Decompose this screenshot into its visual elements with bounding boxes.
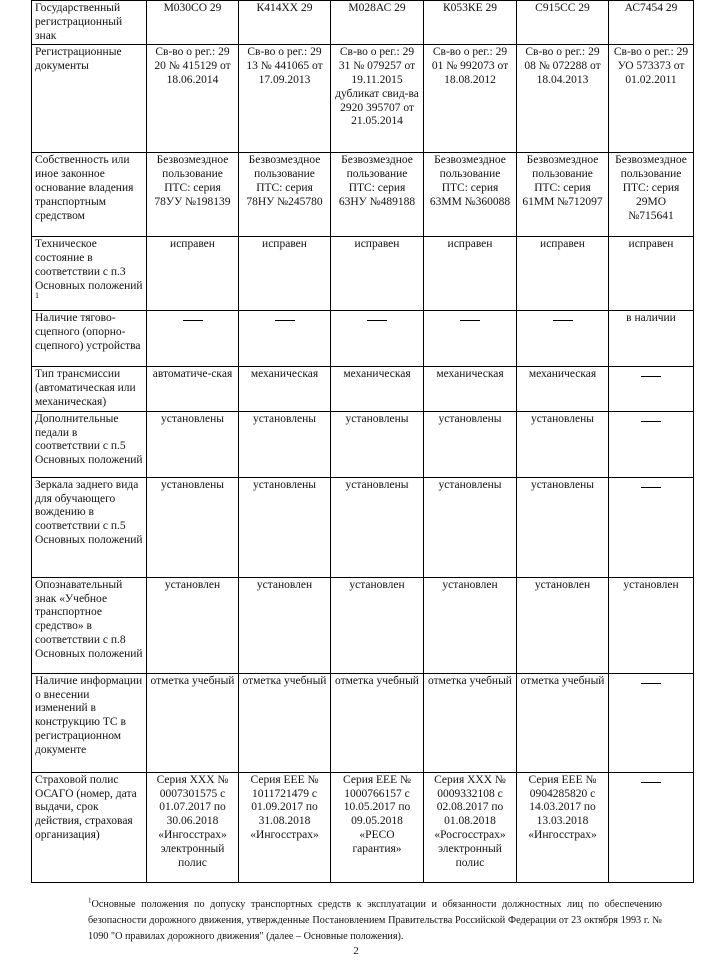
cell-changes: отметка учебный <box>331 673 424 772</box>
cell-transmission <box>609 367 694 411</box>
header-row <box>32 1 694 45</box>
cell-ownership: Безвозмездное пользование ПТС: серия 78УУ №198139 <box>147 153 239 237</box>
header-plate-1: М030СО 29 <box>147 1 239 45</box>
row-label-insurance: Страховой полис ОСАГО (номер, дата выдачи, срок действия, страховая организация) <box>32 772 147 882</box>
table-row <box>32 367 694 411</box>
cell-pedals: установлены <box>147 411 239 477</box>
row-label-pedals: Дополнительные педали в соответствии с п.5 Основных положений <box>32 411 147 477</box>
row-label-reg-docs: Регистрационные документы <box>32 45 147 153</box>
header-plate-4: К053КЕ 29 <box>424 1 517 45</box>
table-row <box>32 153 694 237</box>
header-label: Государственный регистрационный знак <box>32 1 147 45</box>
cell-tech-state: исправен <box>147 237 239 311</box>
table-row <box>32 477 694 577</box>
cell-transmission: механическая <box>424 367 517 411</box>
cell-changes: отметка учебный <box>147 673 239 772</box>
cell-tech-state: исправен <box>609 237 694 311</box>
table-row <box>32 411 694 477</box>
cell-insurance: Серия ЕЕЕ № 1000766157 с 10.05.2017 по 09.05.2018 «РЕСО гарантия» <box>331 772 424 882</box>
dash-mark <box>275 320 295 321</box>
dash-mark <box>641 782 661 783</box>
cell-insurance: Серия ХХХ № 0007301575 с 01.07.2017 по 30.06.2018 «Ингосстрах» электронный полис <box>147 772 239 882</box>
dash-mark <box>367 320 387 321</box>
header-plate-2: К414ХХ 29 <box>239 1 331 45</box>
header-plate-5: С915СС 29 <box>517 1 609 45</box>
dash-mark <box>183 320 203 321</box>
cell-reg-docs: Св-во о рег.: 29 13 № 441065 от 17.09.2013 <box>239 45 331 153</box>
cell-changes: отметка учебный <box>517 673 609 772</box>
table-row <box>32 311 694 367</box>
cell-pedals: установлены <box>517 411 609 477</box>
cell-ownership: Безвозмездное пользование ПТС: серия 78НУ №245780 <box>239 153 331 237</box>
cell-mirrors: установлены <box>331 477 424 577</box>
cell-reg-docs: Св-во о рег.: 29 УО 573373 от 01.02.2011 <box>609 45 694 153</box>
cell-mirrors <box>609 477 694 577</box>
cell-tech-state: исправен <box>239 237 331 311</box>
cell-sign: установлен <box>609 577 694 673</box>
footnote-mark: 1 <box>88 896 92 905</box>
cell-reg-docs: Св-во о рег.: 29 31 № 079257 от 19.11.2015 дубликат свид-ва 2920 395707 от 21.05.2014 <box>331 45 424 153</box>
cell-tech-state: исправен <box>517 237 609 311</box>
footnote-text: Основные положения по допуску транспортных средств к эксплуатации и обязанности должностных лиц по обеспечению безопасности дорожного движения, утвержденные Постановлением Правительства Российской Федерации от 23 октября 1993 г. № 1090 "О правилах дорожного движения" (далее – Основные положения). <box>88 899 662 942</box>
row-label-tech-state <box>32 237 147 311</box>
cell-sign: установлен <box>517 577 609 673</box>
row-label-transmission: Тип трансмиссии (автоматическая или механическая) <box>32 367 147 411</box>
cell-pedals: установлены <box>331 411 424 477</box>
cell-towing <box>517 311 609 367</box>
row-label-towing: Наличие тягово-сцепного (опорно-сцепного) устройства <box>32 311 147 367</box>
cell-reg-docs: Св-во о рег.: 29 08 № 072288 от 18.04.2013 <box>517 45 609 153</box>
cell-sign: установлен <box>424 577 517 673</box>
cell-insurance: Серия ХХХ № 0009332108 с 02.08.2017 по 01.08.2018 «Росгосстрах» электронный полис <box>424 772 517 882</box>
cell-sign: установлен <box>239 577 331 673</box>
table-row <box>32 577 694 673</box>
cell-ownership: Безвозмездное пользование ПТС: серия 61ММ №712097 <box>517 153 609 237</box>
vehicle-info-table <box>31 0 694 883</box>
table-row <box>32 237 694 311</box>
cell-insurance <box>609 772 694 882</box>
footnote <box>88 897 662 944</box>
page-number: 2 <box>353 945 359 957</box>
row-label-mirrors: Зеркала заднего вида для обучающего вождению в соответствии с п.5 Основных положений <box>32 477 147 577</box>
cell-changes <box>609 673 694 772</box>
cell-insurance: Серия ЕЕЕ № 0904285820 с 14.03.2017 по 13.03.2018 «Ингосстрах» <box>517 772 609 882</box>
cell-ownership: Безвозмездное пользование ПТС: серия 63ММ №360088 <box>424 153 517 237</box>
cell-pedals <box>609 411 694 477</box>
dash-mark <box>553 320 573 321</box>
cell-transmission: механическая <box>331 367 424 411</box>
row-label-ownership: Собственность или иное законное основание владения транспортным средством <box>32 153 147 237</box>
cell-ownership: Безвозмездное пользование ПТС: серия 63НУ №489188 <box>331 153 424 237</box>
cell-tech-state: исправен <box>331 237 424 311</box>
header-plate-6: АС7454 29 <box>609 1 694 45</box>
cell-pedals: установлены <box>239 411 331 477</box>
cell-changes: отметка учебный <box>424 673 517 772</box>
cell-towing <box>147 311 239 367</box>
cell-reg-docs: Св-во о рег.: 29 20 № 415129 от 18.06.2014 <box>147 45 239 153</box>
cell-towing <box>424 311 517 367</box>
cell-reg-docs: Св-во о рег.: 29 01 № 992073 от 18.08.2012 <box>424 45 517 153</box>
cell-transmission: механическая <box>239 367 331 411</box>
cell-insurance: Серия ЕЕЕ № 1011721479 с 01.09.2017 по 31.08.2018 «Ингосстрах» <box>239 772 331 882</box>
row-label-text: Техническое состояние в соответствии с п.3 Основных положений <box>35 238 143 292</box>
table-row <box>32 45 694 153</box>
row-label-changes: Наличие информации о внесении изменений в конструкцию ТС в регистрационном документе <box>32 673 147 772</box>
dash-mark <box>641 683 661 684</box>
header-plate-3: М028АС 29 <box>331 1 424 45</box>
cell-tech-state: исправен <box>424 237 517 311</box>
dash-mark <box>460 320 480 321</box>
cell-pedals: установлены <box>424 411 517 477</box>
cell-changes: отметка учебный <box>239 673 331 772</box>
dash-mark <box>641 376 661 377</box>
cell-ownership: Безвозмездное пользование ПТС: серия 29МО №715641 <box>609 153 694 237</box>
cell-transmission: автоматиче-ская <box>147 367 239 411</box>
cell-towing: в наличии <box>609 311 694 367</box>
cell-towing <box>331 311 424 367</box>
dash-mark <box>641 421 661 422</box>
table-row <box>32 772 694 882</box>
cell-sign: установлен <box>147 577 239 673</box>
cell-mirrors: установлены <box>239 477 331 577</box>
table-row <box>32 673 694 772</box>
footnote-ref: 1 <box>35 290 39 300</box>
dash-mark <box>641 487 661 488</box>
cell-towing <box>239 311 331 367</box>
cell-mirrors: установлены <box>517 477 609 577</box>
cell-sign: установлен <box>331 577 424 673</box>
cell-mirrors: установлены <box>147 477 239 577</box>
cell-transmission: механическая <box>517 367 609 411</box>
row-label-sign: Опознавательный знак «Учебное транспортное средство» в соответствии с п.8 Основных положений <box>32 577 147 673</box>
cell-mirrors: установлены <box>424 477 517 577</box>
